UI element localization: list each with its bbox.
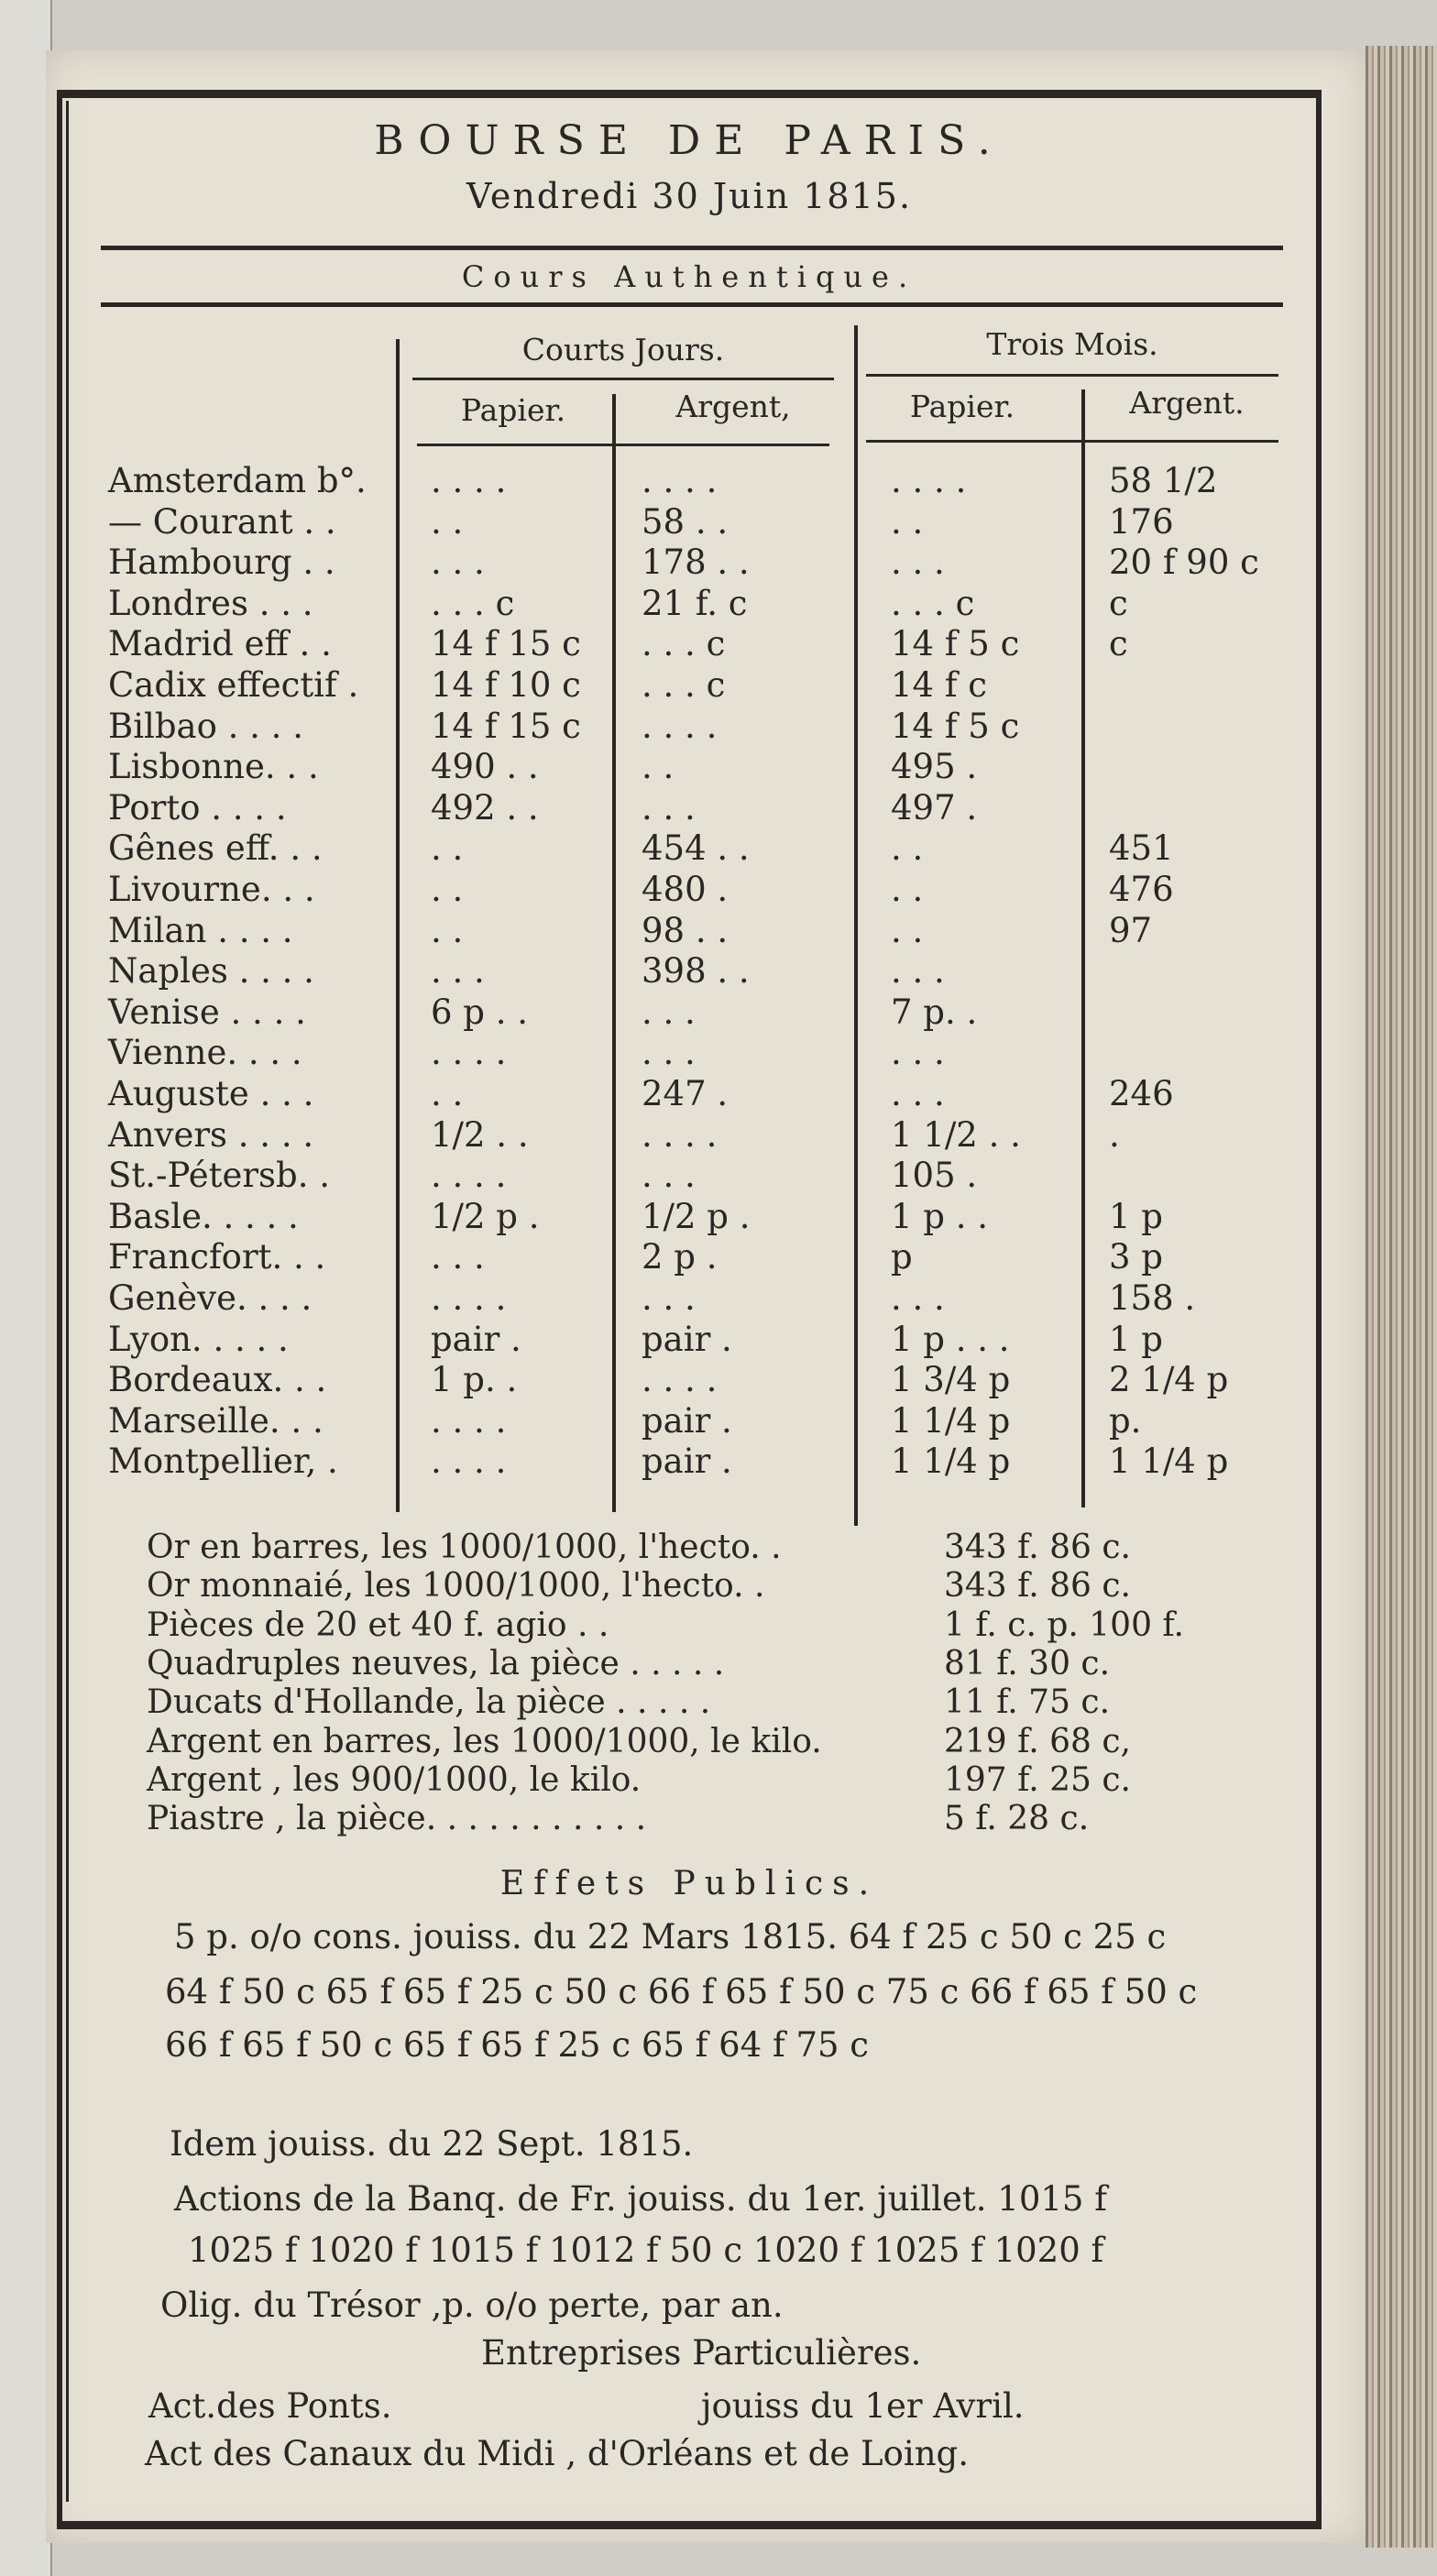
row-cell-c3: 1 1/2 . . (891, 1114, 1021, 1155)
row-cell-c3: 1 3/4 p (891, 1360, 1011, 1400)
row-city: — Courant . . (108, 501, 336, 542)
row-cell-c1: . . . . (431, 1441, 507, 1482)
table-row (0, 543, 1437, 583)
row-cell-c4: 451 (1109, 828, 1174, 869)
row-cell-c2: . . . (642, 1156, 696, 1196)
row-cell-c2: . . . c (642, 624, 726, 664)
row-cell-c1: 1/2 . . (431, 1114, 529, 1155)
row-city: Bilbao . . . . (108, 706, 303, 746)
metal-label: Or en barres, les 1000/1000, l'hecto. . (147, 1529, 782, 1566)
row-cell-c4: 58 1/2 (1109, 461, 1218, 500)
row-cell-c3: 1 p . . (891, 1196, 989, 1236)
ponts-value: jouiss du 1er Avril. (701, 2386, 1025, 2426)
row-cell-c2: . . . . (642, 1114, 718, 1155)
metal-label: Piastre , la pièce. . . . . . . . . . . (147, 1800, 647, 1838)
row-cell-c3: . . . (891, 1074, 945, 1113)
table-row (0, 1197, 1437, 1237)
table-row (0, 665, 1437, 706)
entreprises-heading: Entreprises Particulières. (481, 2333, 922, 2373)
row-cell-c1: 14 f 10 c (431, 665, 581, 705)
row-cell-c1: 14 f 15 c (431, 624, 581, 664)
row-cell-c3: 1 1/4 p (891, 1441, 1011, 1482)
row-city: Lisbonne. . . (108, 747, 319, 787)
row-cell-c3: 14 f c (891, 665, 988, 705)
row-cell-c4: . (1109, 1114, 1120, 1155)
metal-value: 81 f. 30 c. (944, 1644, 1111, 1683)
metal-value: 197 f. 25 c. (944, 1760, 1131, 1799)
metal-value: 1 f. c. p. 100 f. (944, 1606, 1184, 1644)
row-cell-c3: . . . (891, 951, 945, 992)
group-trois-mois: Trois Mois. (986, 326, 1158, 362)
subcol-papier-2: Papier. (909, 389, 1015, 424)
row-cell-c4: 246 (1109, 1074, 1174, 1113)
table-row (0, 707, 1437, 747)
row-cell-c3: 1 p . . . (891, 1319, 1010, 1359)
row-cell-c3: . . (891, 828, 924, 869)
row-cell-c1: . . (431, 828, 464, 869)
row-cell-c3: 1 1/4 p (891, 1400, 1011, 1441)
metal-row (0, 1761, 1437, 1802)
row-cell-c2: 480 . (642, 870, 729, 909)
idem-line: Idem jouiss. du 22 Sept. 1815. (170, 2124, 694, 2164)
row-cell-c2: 2 p . (642, 1237, 718, 1277)
row-cell-c4: c (1109, 624, 1128, 664)
row-cell-c3: 497 . (891, 787, 978, 828)
table-row (0, 461, 1437, 501)
metal-label: Argent , les 900/1000, le kilo. (147, 1760, 642, 1799)
row-city: Porto . . . . (108, 787, 287, 828)
group-rule-left (412, 378, 834, 380)
metal-label: Ducats d'Hollande, la pièce . . . . . (147, 1683, 711, 1722)
subcol-papier-1: Papier. (460, 392, 566, 428)
row-city: Vienne. . . . (108, 1033, 302, 1073)
ponts-label: Act.des Ponts. (148, 2386, 392, 2426)
row-city: Madrid eff . . (108, 624, 332, 664)
row-cell-c3: 495 . (891, 747, 978, 787)
row-city: Marseille. . . (108, 1400, 324, 1441)
table-row (0, 1320, 1437, 1360)
subcol-argent-1: Argent, (675, 389, 791, 424)
row-cell-c1: . . (431, 910, 464, 950)
subcol-argent-2: Argent. (1129, 385, 1245, 421)
actions-line: 1025 f 1020 f 1015 f 1012 f 50 c 1020 f 1025 f 1020 f (188, 2231, 1104, 2270)
table-row (0, 788, 1437, 828)
row-cell-c4: 20 f 90 c (1109, 543, 1259, 583)
row-cell-c4: 1 p (1109, 1196, 1163, 1236)
row-city: Montpellier, . (108, 1441, 338, 1482)
metal-row (0, 1683, 1437, 1724)
row-cell-c3: . . (891, 501, 924, 542)
row-city: Cadix effectif . (108, 665, 359, 705)
row-city: Hambourg . . (108, 543, 335, 583)
table-row (0, 1441, 1437, 1482)
metal-value: 343 f. 86 c. (944, 1529, 1131, 1566)
row-cell-c1: . . (431, 870, 464, 909)
row-city: Gênes eff. . . (108, 828, 323, 869)
row-cell-c1: . . . . (431, 1033, 507, 1073)
row-cell-c2: 58 . . (642, 501, 729, 542)
row-cell-c2: . . . (642, 992, 696, 1032)
row-city: Amsterdam b°. (108, 461, 367, 500)
subhead-rule-right (866, 440, 1278, 443)
table-row (0, 1360, 1437, 1400)
metal-row (0, 1645, 1437, 1685)
subhead-rule-left (417, 444, 829, 446)
group-rule-right (866, 374, 1278, 377)
row-city: Bordeaux. . . (108, 1360, 327, 1400)
row-cell-c3: . . . (891, 1278, 945, 1318)
row-cell-c3: . . (891, 910, 924, 950)
table-row (0, 1115, 1437, 1156)
row-city: Venise . . . . (108, 992, 306, 1032)
header-rule-2 (101, 302, 1283, 307)
row-cell-c1: . . . . (431, 1156, 507, 1196)
row-cell-c4: c (1109, 583, 1128, 623)
row-cell-c3: . . . . (891, 461, 967, 500)
table-row (0, 1074, 1437, 1114)
metal-row (0, 1567, 1437, 1607)
row-cell-c2: . . . . (642, 461, 718, 500)
row-cell-c4: 2 1/4 p (1109, 1360, 1229, 1400)
row-city: St.-Pétersb. . (108, 1156, 331, 1196)
row-cell-c4: 3 p (1109, 1237, 1163, 1277)
metal-label: Pièces de 20 et 40 f. agio . . (147, 1606, 609, 1644)
table-row (0, 1401, 1437, 1441)
row-cell-c4: 476 (1109, 870, 1174, 909)
page-date: Vendredi 30 Juin 1815. (466, 176, 913, 216)
row-cell-c1: . . . c (431, 583, 515, 623)
row-cell-c3: 14 f 5 c (891, 624, 1020, 664)
row-cell-c2: . . . (642, 1278, 696, 1318)
row-cell-c4: p. (1109, 1400, 1142, 1441)
row-city: Basle. . . . . (108, 1196, 299, 1236)
page-title: BOURSE DE PARIS. (374, 117, 1004, 164)
row-cell-c2: . . (642, 747, 675, 787)
effets-line: 64 f 50 c 65 f 65 f 25 c 50 c 66 f 65 f 50 c 75 c 66 f 65 f 50 c (165, 1972, 1198, 2011)
row-cell-c1: . . . (431, 951, 485, 992)
group-courts-jours: Courts Jours. (521, 332, 725, 367)
row-cell-c1: . . . (431, 543, 485, 583)
row-city: Milan . . . . (108, 910, 293, 950)
row-cell-c4: 1 p (1109, 1319, 1163, 1359)
table-row (0, 992, 1437, 1033)
row-cell-c3: . . . (891, 543, 945, 583)
table-row (0, 911, 1437, 951)
row-city: Lyon. . . . . (108, 1319, 289, 1359)
row-cell-c1: 1/2 p . (431, 1196, 540, 1236)
row-cell-c1: . . . (431, 1237, 485, 1277)
row-cell-c3: p (891, 1237, 913, 1277)
metal-label: Or monnaié, les 1000/1000, l'hecto. . (147, 1567, 765, 1606)
row-city: Londres . . . (108, 583, 313, 623)
effets-line: 66 f 65 f 50 c 65 f 65 f 25 c 65 f 64 f 75 c (165, 2025, 870, 2065)
row-cell-c2: . . . . (642, 1360, 718, 1400)
table-row (0, 747, 1437, 787)
table-row (0, 624, 1437, 664)
table-row (0, 584, 1437, 624)
row-cell-c1: 1 p. . (431, 1360, 518, 1400)
row-cell-c4: 97 (1109, 910, 1153, 950)
metal-value: 343 f. 86 c. (944, 1567, 1131, 1606)
row-cell-c1: 6 p . . (431, 992, 529, 1032)
row-cell-c3: 14 f 5 c (891, 706, 1020, 746)
section-heading: Cours Authentique. (461, 259, 917, 294)
metal-value: 11 f. 75 c. (944, 1683, 1111, 1722)
row-cell-c2: . . . . (642, 706, 718, 746)
table-row (0, 1237, 1437, 1277)
row-cell-c4: 1 1/4 p (1109, 1441, 1229, 1482)
row-cell-c2: . . . (642, 787, 696, 828)
effets-line: 5 p. o/o cons. jouiss. du 22 Mars 1815. 64 f 25 c 50 c 25 c (174, 1917, 1167, 1957)
metal-row (0, 1800, 1437, 1840)
row-cell-c3: . . . c (891, 583, 975, 623)
metal-label: Argent en barres, les 1000/1000, le kilo. (147, 1722, 822, 1760)
metal-row (0, 1529, 1437, 1569)
metal-label: Quadruples neuves, la pièce . . . . . (147, 1644, 725, 1683)
row-cell-c1: 490 . . (431, 747, 539, 787)
row-city: Auguste . . . (108, 1074, 314, 1113)
row-cell-c3: . . . (891, 1033, 945, 1073)
row-cell-c1: 492 . . (431, 787, 539, 828)
table-row (0, 1156, 1437, 1196)
row-cell-c2: . . . c (642, 665, 726, 705)
row-cell-c1: 14 f 15 c (431, 706, 581, 746)
row-city: Livourne. . . (108, 870, 315, 909)
row-cell-c3: . . (891, 870, 924, 909)
row-cell-c1: . . (431, 501, 464, 542)
row-city: Francfort. . . (108, 1237, 326, 1277)
effets-heading: Effets Publics. (499, 1865, 879, 1902)
table-row (0, 1033, 1437, 1073)
olig-line: Olig. du Trésor ,p. o/o perte, par an. (160, 2286, 784, 2325)
row-cell-c2: 178 . . (642, 543, 750, 583)
metal-row (0, 1723, 1437, 1763)
row-cell-c2: 247 . (642, 1074, 729, 1113)
row-cell-c2: 1/2 p . (642, 1196, 751, 1236)
actions-line: Actions de la Banq. de Fr. jouiss. du 1er. juillet. 1015 f (174, 2179, 1107, 2219)
row-cell-c2: pair . (642, 1441, 732, 1482)
row-cell-c4: 158 . (1109, 1278, 1196, 1318)
table-row (0, 870, 1437, 910)
metal-value: 219 f. 68 c, (944, 1722, 1131, 1760)
row-cell-c3: 7 p. . (891, 992, 978, 1032)
row-cell-c1: . . . . (431, 461, 507, 500)
row-cell-c1: . . (431, 1074, 464, 1113)
canaux-line: Act des Canaux du Midi , d'Orléans et de Loing. (145, 2434, 969, 2473)
row-city: Naples . . . . (108, 951, 314, 992)
row-cell-c3: 105 . (891, 1156, 978, 1196)
row-cell-c1: pair . (431, 1319, 521, 1359)
header-rule-1 (101, 246, 1283, 250)
table-row (0, 1278, 1437, 1319)
row-cell-c2: 398 . . (642, 951, 750, 992)
table-row (0, 502, 1437, 543)
row-cell-c2: 21 f. c (642, 583, 748, 623)
row-cell-c2: . . . (642, 1033, 696, 1073)
row-city: Genève. . . . (108, 1278, 313, 1318)
row-cell-c2: 98 . . (642, 910, 729, 950)
row-cell-c4: 176 (1109, 501, 1174, 542)
row-city: Anvers . . . . (108, 1114, 314, 1155)
row-cell-c1: . . . . (431, 1400, 507, 1441)
metal-value: 5 f. 28 c. (944, 1800, 1090, 1838)
metal-row (0, 1606, 1437, 1647)
row-cell-c2: 454 . . (642, 828, 750, 869)
row-cell-c1: . . . . (431, 1278, 507, 1318)
table-row (0, 951, 1437, 992)
table-row (0, 828, 1437, 869)
row-cell-c2: pair . (642, 1319, 732, 1359)
row-cell-c2: pair . (642, 1400, 732, 1441)
